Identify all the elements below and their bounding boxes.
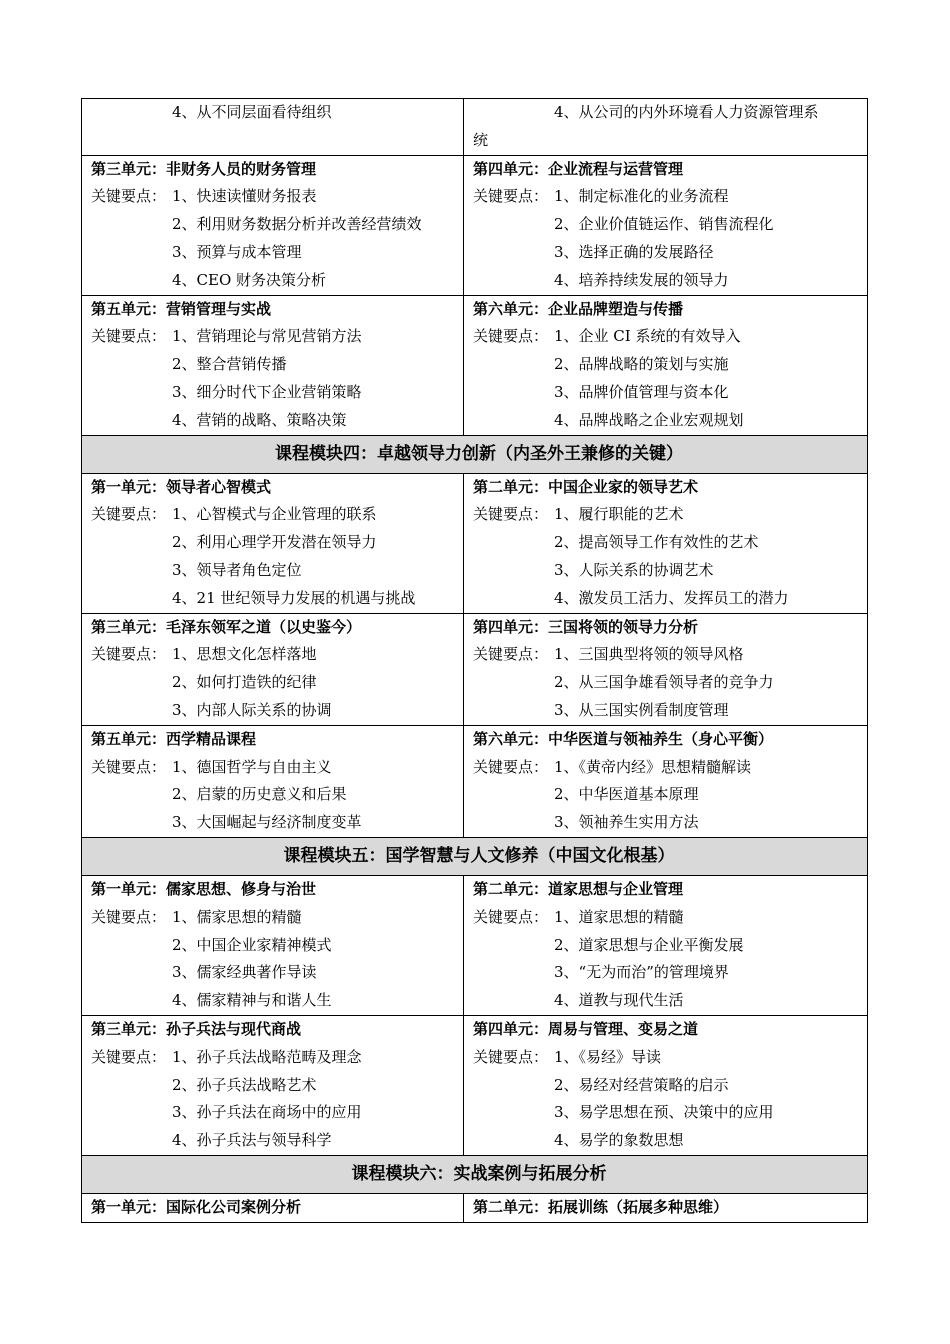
key-point-line [91,351,463,379]
unit-title: 第五单元：西学精品课程 [91,729,257,748]
unit-row [82,613,868,725]
key-point-line [473,959,867,987]
key-point-line [91,959,463,987]
key-point: 3、内部人际关系的协调 [172,700,332,719]
unit-title: 第三单元：非财务人员的财务管理 [91,159,317,178]
carry-over-row [82,99,868,156]
key-point: 2、提高领导工作有效性的艺术 [554,533,759,552]
unit-cell-left [82,1193,464,1222]
key-points-label: 关键要点： [91,327,167,346]
key-point: 1、孙子兵法战略范畴及理念 [172,1047,362,1066]
key-point: 4、道教与现代生活 [554,991,684,1010]
unit-cell-left [82,473,464,613]
unit-title: 第一单元：国际化公司案例分析 [91,1197,302,1216]
unit-cell-left [82,725,464,837]
key-point: 1、履行职能的艺术 [554,505,684,524]
key-point: 1、企业 CI 系统的有效导入 [554,327,741,346]
key-point-line [91,1072,463,1100]
module-title: 课程模块六：实战案例与拓展分析 [82,1155,868,1193]
key-point-line [91,379,463,407]
unit-title: 第一单元：儒家思想、修身与治世 [91,879,317,898]
key-point-line [473,557,867,585]
key-point-line [91,809,463,837]
key-points-label: 关键要点： [91,757,167,776]
unit-title: 第三单元：孙子兵法与现代商战 [91,1019,302,1038]
carry-over-point: 4、从公司的内外环境看人力资源管理系 [554,103,819,121]
unit-title: 第四单元：周易与管理、变易之道 [473,1019,699,1038]
module-header-row [82,1155,868,1193]
module-header-row [82,837,868,875]
key-point-line [91,211,463,239]
key-point: 2、道家思想与企业平衡发展 [554,935,744,954]
module-title: 课程模块五：国学智慧与人文修养（中国文化根基） [82,837,868,875]
unit-row [82,1015,868,1155]
key-point: 4、21 世纪领导力发展的机遇与挑战 [172,588,416,607]
unit-cell-left [82,875,464,1015]
key-points-label: 关键要点： [473,1047,549,1066]
key-point-line [473,323,867,351]
unit-title: 第四单元：企业流程与运营管理 [473,159,684,178]
carry-over-right [464,99,868,156]
unit-title: 第二单元：中国企业家的领导艺术 [473,477,699,496]
key-point-line [91,501,463,529]
key-point-line [473,407,867,435]
unit-cell-right [464,875,868,1015]
unit-row [82,1193,868,1222]
key-point: 3、预算与成本管理 [172,242,302,261]
key-point-line [91,904,463,932]
key-point: 2、利用心理学开发潜在领导力 [172,533,377,552]
unit-title: 第六单元：中华医道与领袖养生（身心平衡） [473,729,774,748]
unit-cell-left [82,613,464,725]
unit-title: 第三单元：毛泽东领军之道（以史鉴今） [91,617,362,636]
key-point-line [91,697,463,725]
key-point: 1、儒家思想的精髓 [172,907,302,926]
key-points-label: 关键要点： [91,187,167,206]
key-point: 2、孙子兵法战略艺术 [172,1075,317,1094]
key-point: 4、营销的战略、策略决策 [172,410,347,429]
key-point: 3、人际关系的协调艺术 [554,560,714,579]
unit-cell-right [464,473,868,613]
key-point-line [473,379,867,407]
unit-cell-left [82,1015,464,1155]
key-point: 1、《易经》导读 [554,1047,662,1066]
key-points-label: 关键要点： [473,187,549,206]
unit-title: 第四单元：三国将领的领导力分析 [473,617,699,636]
key-point-line [91,267,463,295]
key-point: 1、心智模式与企业管理的联系 [172,505,377,524]
key-point: 3、领导者角色定位 [172,560,302,579]
course-outline-table [81,98,867,1223]
key-point-line [473,641,867,669]
key-point: 1、快速读懂财务报表 [172,187,317,206]
key-point: 3、易学思想在预、决策中的应用 [554,1103,774,1122]
key-point-line [91,669,463,697]
unit-title: 第一单元：领导者心智模式 [91,477,272,496]
unit-title: 第二单元：道家思想与企业管理 [473,879,684,898]
course-grid [81,98,868,1223]
key-point: 4、易学的象数思想 [554,1131,684,1150]
key-point-line [91,932,463,960]
key-point-line [91,585,463,613]
key-points-label: 关键要点： [473,505,549,524]
key-point: 4、激发员工活力、发挥员工的潜力 [554,588,789,607]
unit-row [82,295,868,435]
key-point-line [473,529,867,557]
key-point-line [91,323,463,351]
unit-cell-right [464,155,868,295]
key-point-line [91,987,463,1015]
key-point: 3、“无为而治”的管理境界 [554,963,729,982]
key-point-line [473,904,867,932]
unit-cell-right [464,295,868,435]
unit-row [82,875,868,1015]
key-point: 3、细分时代下企业营销策略 [172,382,362,401]
key-point: 3、孙子兵法在商场中的应用 [172,1103,362,1122]
key-point-line [91,754,463,782]
key-point: 3、儒家经典著作导读 [172,963,317,982]
key-point-line [473,1127,867,1155]
key-point: 3、品牌价值管理与资本化 [554,382,729,401]
key-point: 1、《黄帝内经》思想精髓解读 [554,757,752,776]
key-point-line [473,781,867,809]
carry-over-continuation: 统 [473,130,489,149]
unit-cell-right [464,725,868,837]
key-point: 2、企业价值链运作、销售流程化 [554,215,774,234]
key-point: 4、培养持续发展的领导力 [554,270,729,289]
key-points-label: 关键要点： [473,327,549,346]
key-point-line [473,1072,867,1100]
key-point-line [473,183,867,211]
key-points-label: 关键要点： [473,645,549,664]
key-points-label: 关键要点： [91,645,167,664]
key-point: 2、中国企业家精神模式 [172,935,332,954]
key-point: 3、选择正确的发展路径 [554,242,714,261]
key-point: 4、孙子兵法与领导科学 [172,1131,332,1150]
key-point-line [473,987,867,1015]
unit-title: 第五单元：营销管理与实战 [91,299,272,318]
key-point: 2、品牌战略的策划与实施 [554,355,729,374]
key-point: 2、利用财务数据分析并改善经营绩效 [172,215,422,234]
key-point-line [473,351,867,379]
key-point: 2、整合营销传播 [172,355,287,374]
key-point: 1、营销理论与常见营销方法 [172,327,362,346]
unit-row [82,725,868,837]
key-point: 3、大国崛起与经济制度变革 [172,813,362,832]
key-point-line [473,669,867,697]
key-point: 1、制定标准化的业务流程 [554,187,729,206]
key-point-line [473,1044,867,1072]
key-point-line [473,501,867,529]
unit-cell-right [464,613,868,725]
key-point-line [91,529,463,557]
key-point: 2、易经对经营策略的启示 [554,1075,729,1094]
key-point: 1、思想文化怎样落地 [172,645,317,664]
unit-title: 第六单元：企业品牌塑造与传播 [473,299,684,318]
key-point: 3、从三国实例看制度管理 [554,700,729,719]
unit-row [82,155,868,295]
key-point-line [91,239,463,267]
key-point-line [473,267,867,295]
key-point: 2、如何打造铁的纪律 [172,673,317,692]
key-point-line [473,932,867,960]
unit-cell-right [464,1193,868,1222]
key-point: 2、启蒙的历史意义和后果 [172,785,347,804]
key-point: 2、中华医道基本原理 [554,785,699,804]
key-points-label: 关键要点： [473,757,549,776]
key-point-line [91,1127,463,1155]
key-point-line [91,407,463,435]
module-title: 课程模块四：卓越领导力创新（内圣外王兼修的关键） [82,435,868,473]
key-point-line [473,239,867,267]
key-point-line [473,697,867,725]
key-point-line [91,183,463,211]
key-point-line [91,781,463,809]
key-point-line [91,1044,463,1072]
unit-cell-left [82,295,464,435]
unit-cell-left [82,155,464,295]
key-point-line [91,641,463,669]
key-points-label: 关键要点： [91,505,167,524]
key-point-line [473,809,867,837]
key-points-label: 关键要点： [91,1047,167,1066]
key-point: 4、CEO 财务决策分析 [172,270,327,289]
key-point: 2、从三国争雄看领导者的竞争力 [554,673,774,692]
key-points-label: 关键要点： [473,907,549,926]
module-header-row [82,435,868,473]
key-point: 4、品牌战略之企业宏观规划 [554,410,744,429]
key-point: 1、德国哲学与自由主义 [172,757,332,776]
unit-row [82,473,868,613]
key-point-line [473,754,867,782]
key-point: 1、道家思想的精髓 [554,907,684,926]
key-point-line [91,1099,463,1127]
key-point: 3、领袖养生实用方法 [554,813,699,832]
key-point: 1、三国典型将领的领导风格 [554,645,744,664]
carry-over-point: 4、从不同层面看待组织 [172,103,332,121]
key-point-line [473,585,867,613]
key-point-line [473,1099,867,1127]
key-points-label: 关键要点： [91,907,167,926]
carry-over-left [82,99,464,156]
unit-cell-right [464,1015,868,1155]
key-point: 4、儒家精神与和谐人生 [172,991,332,1010]
key-point-line [91,557,463,585]
unit-title: 第二单元：拓展训练（拓展多种思维） [473,1197,729,1216]
key-point-line [473,211,867,239]
